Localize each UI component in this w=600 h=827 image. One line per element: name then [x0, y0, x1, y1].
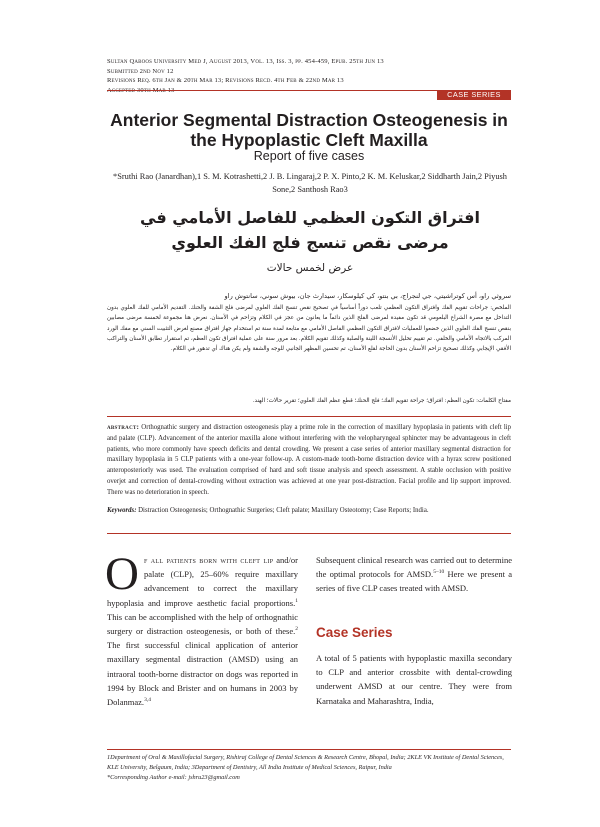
author-list: *Sruthi Rao (Janardhan),1 S. M. Kotrashetti,2 J. B. Lingaraj,2 P. X. Pinto,2 K. M. Keluskar,2 Siddharth Jain,2 Piyush Sone,2 Santhosh Rao3 — [113, 172, 507, 194]
abstract-box — [107, 416, 511, 534]
citation-ref: 1 — [295, 597, 298, 604]
article-type-badge: CASE SERIES — [437, 90, 511, 100]
abstract — [107, 423, 511, 499]
right-column-top — [316, 553, 512, 596]
keywords-label: Keywords: — [107, 506, 137, 514]
abstract-label: abstract: — [107, 424, 140, 431]
citation-ref: 5–10 — [433, 569, 445, 576]
revisions-dates: Revisions Req. 6th Jan & 20th Mar 13; Revisions Recd. 4th Feb & 22nd Mar 13 — [107, 77, 344, 85]
arabic-abstract: الملخص: جراحات تقويم الفك وافتراق التكون العظمي تلعب دوراً أساسياً في تصحيح نقص تنسج الفك العلوي لمرضى فلج الشفة والحنك. التقديم الأمامي للفك العلوي بدون التداخل مع مصرة الشراع البلعومي قد تكون مفيدة لمرضى الفلج الذين دائماً ما يعانون من عجز في الكلام وتزاحم في الأسنان. نعرض هنا مجموعة لخمسة مرضى مصابين بنقص تنسج الفك العلوي الذين خضعوا للعمليات لافتراق التكون العظمي الفاصل الأمامي مع متابعة لمدة سنة تم استخدام جهاز افتراق مصنع لغرض التثبيت السني مع مفك الورد المركب بالاتجاه الأمامي والخلفي. تم تقييم تحليل الأنسجة اللينة والصلبة وكذلك تقويم الكلام. بعد مرور سنة على عملية افتراق تكون العظم، تم استقرار تطابق الأسنان والتراكب الأفقي الإيجابي وكذلك تصحيح تزاحم الأسنان بدون الحاجة لقلع الأسنان، تم تحسين المظهر الجانبي للوجه والشفة ولم يكن هناك أي تدهور في الكلام. — [107, 305, 511, 353]
case-series-text: A total of 5 patients with hypoplastic maxilla secondary to CLP and anterior crossbite with dental-crowding underwent AMSD at our centre. They were from Karnataka and Maharashtra, India, — [316, 653, 512, 706]
citation-ref: 2 — [295, 626, 298, 633]
intro-text-a: and/or palate (CLP), 25–60% require maxillary advancement to correct the maxillary hypoplasia and improve aesthetic facial proportions. — [107, 555, 298, 608]
citation-ref: 3,4 — [144, 697, 151, 704]
submitted-date: Submitted 2nd Nov 12 — [107, 67, 174, 75]
article-subtitle: Report of five cases — [253, 149, 365, 163]
intro-column — [105, 548, 298, 709]
keywords-body: Distraction Osteogenesis; Orthognathic Surgeries; Cleft palate; Maxillary Osteotomy; Case Reports; India. — [136, 506, 429, 514]
abstract-body: Orthognathic surgery and distraction osteogenesis play a prime role in the correction of maxillary hypoplasia in patients with cleft lip and palate (CLP). Advancement of the anterior maxilla alone without interfering with the velopharyngeal sphincter may be advantageous in cleft patients, who more commonly have speech deficits and dental crowding. We present a case series of anterior maxillary segmental distraction for maxillary hypoplasia in 5 CLP patients with a one-year follow-up. A custom-made tooth-borne distraction device with a hyrax screw positioned anteroposteriorly was used. The evaluation comprised of hard and soft tissue analysis and speech assessment. A stable occlusion with positive overjet and correction of dental-crowding without extraction was achieved at one year post-distraction. Facial profile and lip support improved. There was no deterioration in speech. — [107, 424, 511, 496]
footnote-rule — [107, 749, 511, 750]
keywords — [107, 506, 511, 517]
arabic-keywords: مفتاح الكلمات: تكون العظم: افتراق؛ جراحة تقويم الفك؛ فلج الحنك؛ قطع عظم الفك العلوي؛ تقرير حالات؛ الهند. — [252, 398, 511, 404]
right-text-a: Subsequent clinical research was carried out to determine the optimal protocols for AMSD. — [316, 555, 512, 580]
accepted-date: Accepted 30th Mar 13 — [107, 86, 175, 94]
article-title: Anterior Segmental Distraction Osteogenesis in the Hypoplastic Cleft Maxilla — [110, 110, 508, 150]
section-heading-case-series: Case Series — [316, 625, 393, 640]
intro-lead-in: f all patients born with cleft lip — [143, 555, 274, 565]
footnotes — [107, 753, 511, 783]
arabic-authors: سروثي راو، أس كوتراشيتي، جي لنجراج، بي بنتو، كي كيلوسكار، سيدارث جان، بيوش سوني، سانتوش راو — [224, 292, 511, 300]
arabic-subtitle: عرض لخمس حالات — [266, 262, 354, 274]
affiliations: 1Department of Oral & Maxillofacial Surgery, Rishiraj College of Dental Sciences & Research Centre, Bhopal, India; 2KLE VK Institute of Dental Sciences, KLE University, Belgaum, India; 3Department of Dentistry, All India Institute of Medical Sciences, Raipur, India — [107, 754, 504, 771]
intro-text-b: This can be accomplished with the help of orthognathic surgery or distraction osteogenesis, or both of these. — [107, 611, 298, 637]
corresponding-author: *Corresponding Author e-mail: jshru23@gmail.com — [107, 774, 240, 781]
arabic-title: افتراق التكون العظمي للفاصل الأمامي في مرضى نقص تنسج فلج الفك العلوي — [140, 208, 480, 252]
right-text-b: Here we present a series of five CLP cases treated with AMSD. — [316, 569, 512, 594]
intro-text-c: The first successful clinical application of anterior maxillary segmental distraction (AMSD) using an intraoral tooth-borne distractor on dogs was reported in 1994 by Block and Brister and on humans in 2003 by Dolanmaz. — [107, 640, 298, 708]
drop-cap: O — [105, 548, 139, 600]
journal-citation: Sultan Qaboos University Med J, August 2013, Vol. 13, Iss. 3, pp. 454-459, Epub. 25th Jun 13 — [107, 58, 384, 65]
